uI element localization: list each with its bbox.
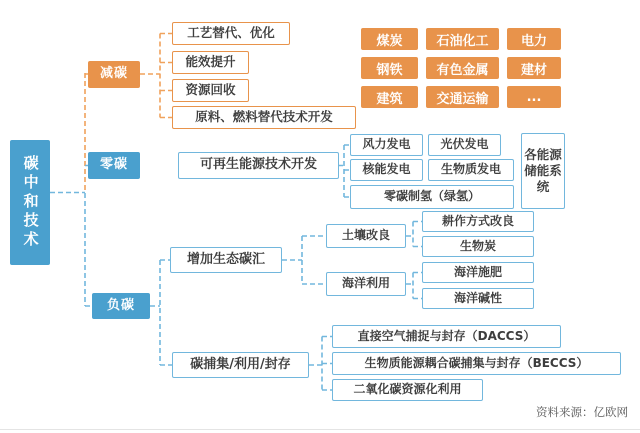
node-green-hydrogen: 零碳制氢（绿氢） xyxy=(350,185,514,209)
bottom-divider xyxy=(0,429,640,430)
node-farming-method-improvement: 耕作方式改良 xyxy=(422,211,534,232)
node-biochar: 生物炭 xyxy=(422,236,534,257)
industry-steel: 钢铁 xyxy=(361,57,418,79)
data-source-caption: 资料来源：亿欧网 xyxy=(536,405,628,419)
industry-construction: 建筑 xyxy=(361,86,418,108)
node-energy-storage-systems: 各能源储能系统 xyxy=(521,133,565,209)
node-ocean-fertilization: 海洋施肥 xyxy=(422,262,534,283)
node-beccs: 生物质能源耦合碳捕集与封存（BECCS） xyxy=(332,352,621,375)
industries-grid xyxy=(361,28,561,108)
branch-negative-carbon: 负碳 xyxy=(92,293,150,319)
node-energy-efficiency: 能效提升 xyxy=(172,51,249,74)
node-daccs: 直接空气捕捉与封存（DACCS） xyxy=(332,325,561,348)
node-resource-recycling: 资源回收 xyxy=(172,79,249,102)
root-node-carbon-neutrality-tech: 碳中和技术 xyxy=(10,140,50,265)
node-co2-resource-utilization: 二氧化碳资源化利用 xyxy=(332,379,483,401)
node-renewable-energy-tech: 可再生能源技术开发 xyxy=(178,152,339,179)
node-fuel-substitution: 原料、燃料替代技术开发 xyxy=(172,106,356,129)
node-carbon-capture-utilization-storage: 碳捕集/利用/封存 xyxy=(172,352,309,378)
node-nuclear-power: 核能发电 xyxy=(350,159,423,181)
industry-building-materials: 建材 xyxy=(507,57,561,79)
node-soil-improvement: 土壤改良 xyxy=(326,224,406,248)
industry-transport: 交通运输 xyxy=(426,86,499,108)
industry-more: ... xyxy=(507,86,561,108)
node-process-substitution: 工艺替代、优化 xyxy=(172,22,290,45)
industry-petrochemical: 石油化工 xyxy=(426,28,499,50)
industry-power: 电力 xyxy=(507,28,561,50)
branch-zero-carbon: 零碳 xyxy=(88,152,140,179)
node-solar-power: 光伏发电 xyxy=(428,134,501,156)
industry-nonferrous: 有色金属 xyxy=(426,57,499,79)
node-wind-power: 风力发电 xyxy=(350,134,423,156)
node-biomass-power: 生物质发电 xyxy=(428,159,514,181)
node-ocean-alkalinity: 海洋碱性 xyxy=(422,288,534,309)
branch-carbon-reduction: 减碳 xyxy=(88,61,140,88)
industry-coal: 煤炭 xyxy=(361,28,418,50)
node-ecological-carbon-sink: 增加生态碳汇 xyxy=(170,247,282,273)
node-ocean-utilization: 海洋利用 xyxy=(326,272,406,296)
